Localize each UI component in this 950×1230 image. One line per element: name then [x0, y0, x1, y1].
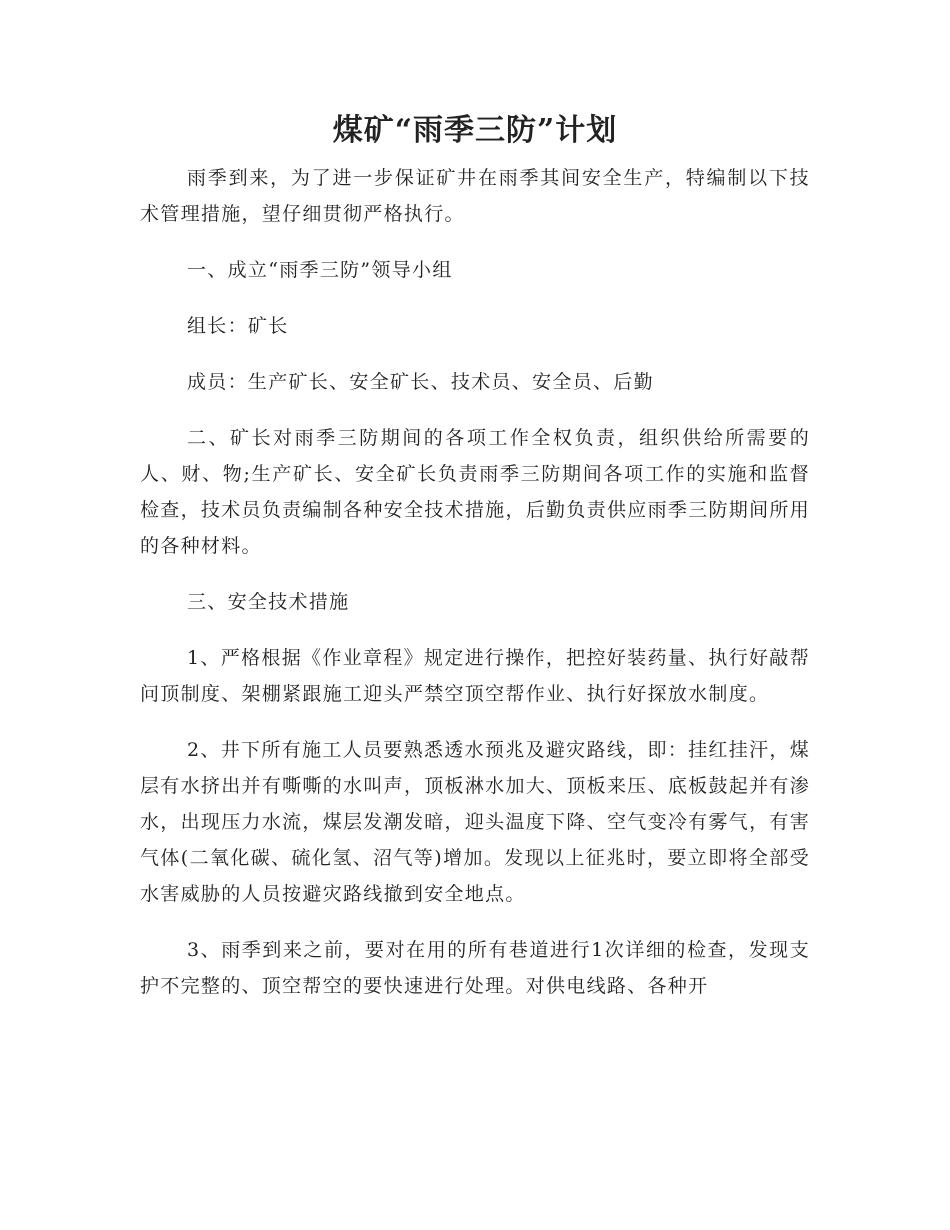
section-2-paragraph: 二、矿长对雨季三防期间的各项工作全权负责，组织供给所需要的人、财、物;生产矿长、安全矿长负责雨季三防期间各项工作的实施和监督检查，技术员负责编制各种安全技术措施，后勤负责供应雨季三防期间所用的各种材料。 [140, 427, 810, 557]
section-heading-1: 一、成立“雨季三防”领导小组 [187, 259, 453, 281]
paragraph-intro: 雨季到来，为了进一步保证矿井在雨季其间安全生产，特编制以下技术管理措施，望仔细贯彻严格执行。 [140, 167, 810, 225]
section-heading-3: 三、安全技术措施 [187, 591, 350, 613]
document-title: 煤矿“雨季三防”计划 [332, 113, 618, 148]
document-body [140, 160, 810, 1024]
measure-1-paragraph: 1、严格根据《作业章程》规定进行操作，把控好装药量、执行好敲帮问顶制度、架棚紧跟施工迎头严禁空顶空帮作业、执行好探放水制度。 [140, 647, 810, 705]
measure-2-paragraph: 2、井下所有施工人员要熟悉透水预兆及避灾路线，即：挂红挂汗，煤层有水挤出并有嘶嘶的水叫声，顶板淋水加大、顶板来压、底板鼓起并有渗水，出现压力水流，煤层发潮发暗，迎头温度下降、空气变冷有雾气，有害气体(二氧化碳、硫化氢、沼气等)增加。发现以上征兆时，要立即将全部受水害威胁的人员按避灾路线撤到安全地点。 [140, 739, 810, 905]
paragraph-members: 成员：生产矿长、安全矿长、技术员、安全员、后勤 [187, 371, 654, 393]
paragraph-leader: 组长：矿长 [187, 315, 289, 337]
measure-3-paragraph: 3、雨季到来之前，要对在用的所有巷道进行1次详细的检查，发现支护不完整的、顶空帮空的要快速进行处理。对供电线路、各种开 [140, 939, 810, 997]
